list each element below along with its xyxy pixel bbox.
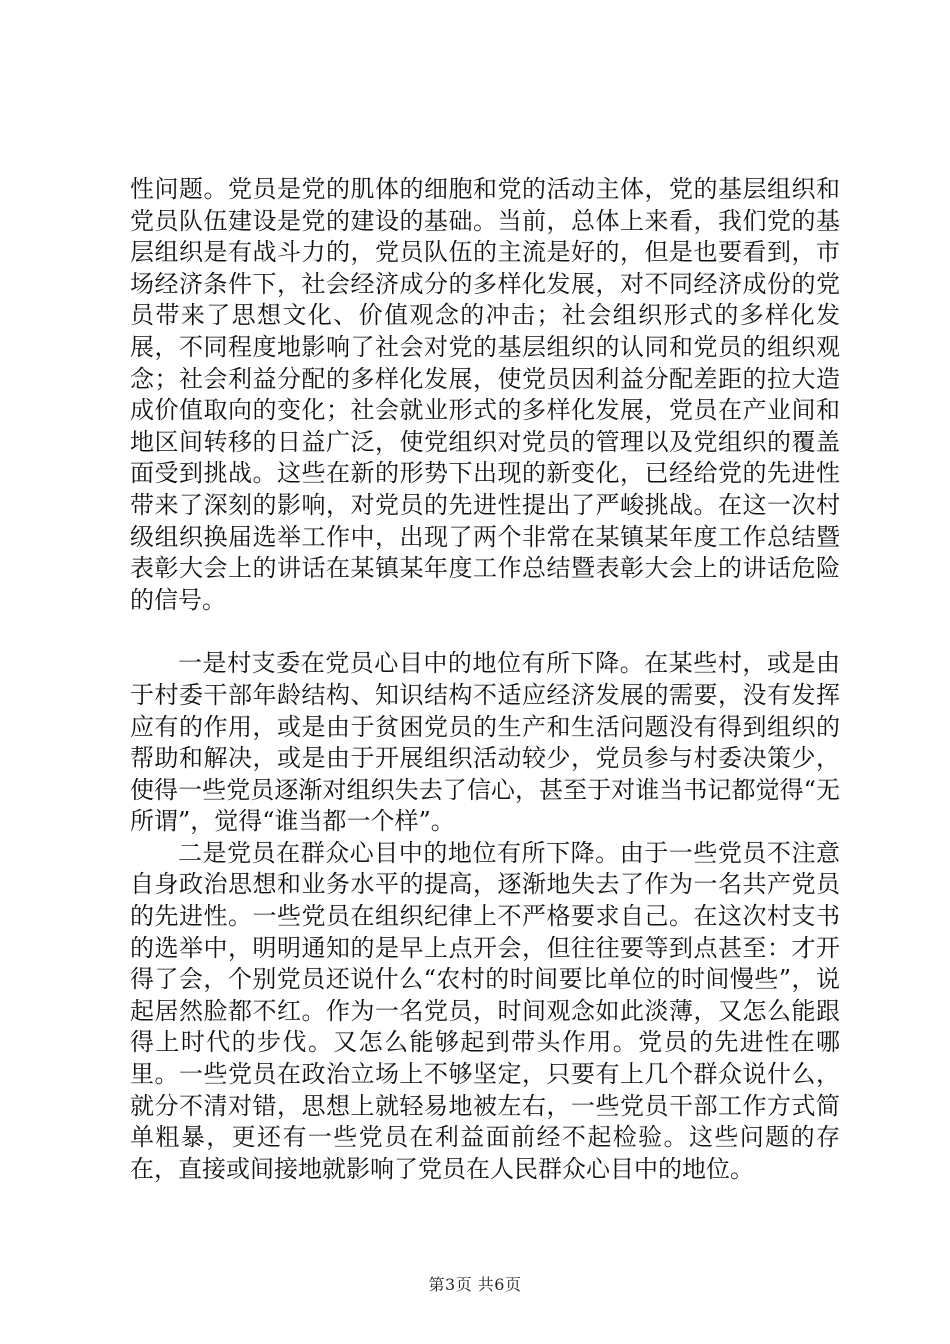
paragraph-point-one: 一是村支委在党员心目中的地位有所下降。在某些村，或是由于村委干部年龄结构、知识结构不适应经济发展的需要，没有发挥应有的作用，或是由于贫困党员的生产和生活问题没有得到组织的帮助和解决，或是由于开展组织活动较少，党员参与村委决策少，使得一些党员逐渐对组织失去了信心，甚至于对谁当书记都觉得“无所谓”，觉得“谁当都一个样”。 [130, 649, 840, 836]
paragraph-intro: 性问题。党员是党的肌体的细胞和党的活动主体，党的基层组织和党员队伍建设是党的建设的基础。当前，总体上来看，我们党的基层组织是有战斗力的，党员队伍的主流是好的，但是也要看到，市场经济条件下，社会经济成分的多样化发展，对不同经济成份的党员带来了思想文化、价值观念的冲击；社会组织形式的多样化发展，不同程度地影响了社会对党的基层组织的认同和党员的组织观念；社会利益分配的多样化发展，使党员因利益分配差距的拉大造成价值取向的变化；社会就业形式的多样化发展，党员在产业间和地区间转移的日益广泛，使党组织对党员的管理以及党组织的覆盖面受到挑战。这些在新的形势下出现的新变化，已经给党的先进性带来了深刻的影响，对党员的先进性提出了严峻挑战。在这一次村级组织换届选举工作中，出现了两个非常在某镇某年度工作总结暨表彰大会上的讲话在某镇某年度工作总结暨表彰大会上的讲话危险的信号。 [130, 175, 840, 614]
document-body [130, 174, 840, 1185]
page-number-footer: 第3页 共6页 [428, 1275, 522, 1294]
paragraph-point-two: 二是党员在群众心目中的地位有所下降。由于一些党员不注意自身政治思想和业务水平的提高，逐渐地失去了作为一名共产党员的先进性。一些党员在组织纪律上不严格要求自己。在这次村支书的选举中，明明通知的是早上点开会，但往往要等到点甚至：才开得了会，个别党员还说什么“农村的时间要比单位的时间慢些”，说起居然脸都不红。作为一名党员，时间观念如此淡薄，又怎么能跟得上时代的步伐。又怎么能够起到带头作用。党员的先进性在哪里。一些党员在政治立场上不够坚定，只要有上几个群众说什么，就分不清对错，思想上就轻易地被左右，一些党员干部工作方式简单粗暴，更还有一些党员在利益面前经不起检验。这些问题的存在，直接或间接地就影响了党员在人民群众心目中的地位。 [130, 838, 840, 1183]
